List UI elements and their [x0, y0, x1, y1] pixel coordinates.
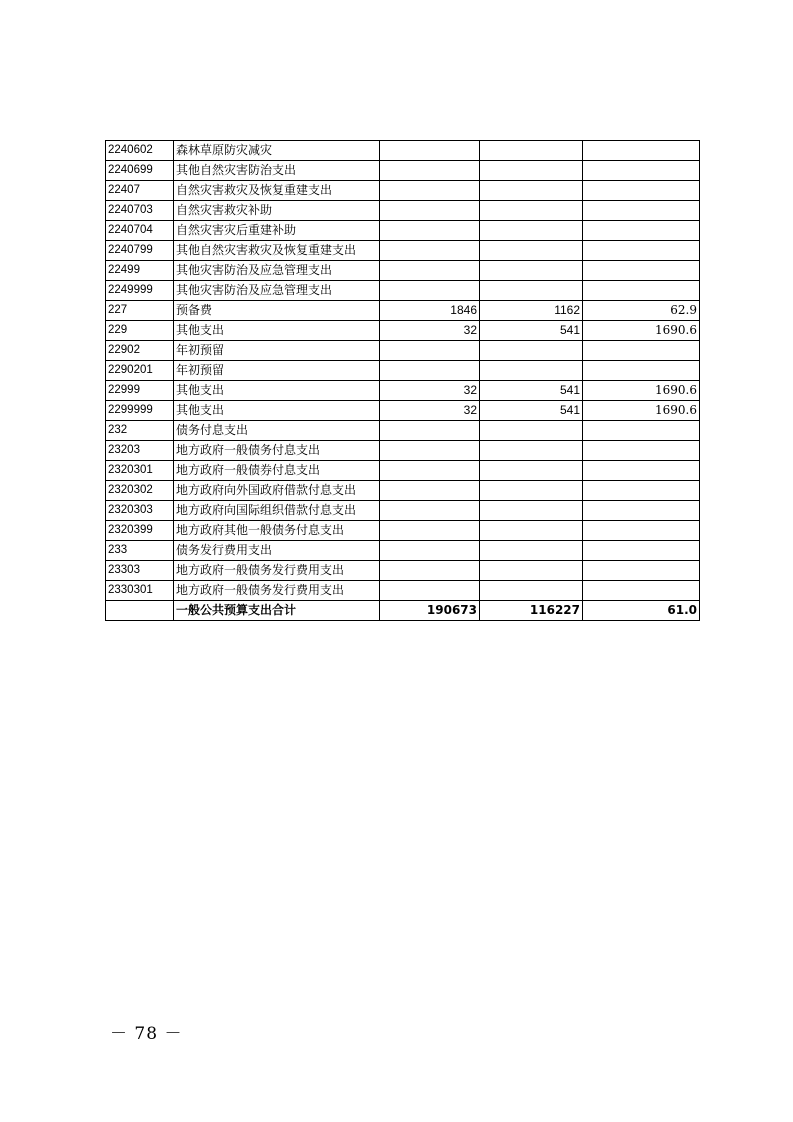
cell-actual	[480, 581, 583, 601]
table-row	[106, 141, 700, 161]
cell-name: 地方政府一般债券付息支出	[174, 461, 380, 481]
cell-percent	[583, 341, 700, 361]
cell-code: 2320302	[106, 481, 174, 501]
cell-name: 自然灾害救灾及恢复重建支出	[174, 181, 380, 201]
cell-code: 233	[106, 541, 174, 561]
cell-percent	[583, 421, 700, 441]
cell-code: 2249999	[106, 281, 174, 301]
cell-budget	[380, 161, 480, 181]
cell-budget	[380, 281, 480, 301]
cell-percent	[583, 461, 700, 481]
cell-percent	[583, 561, 700, 581]
table-row	[106, 481, 700, 501]
cell-percent	[583, 501, 700, 521]
cell-budget	[380, 461, 480, 481]
cell-actual	[480, 521, 583, 541]
budget-expenditure-table	[105, 140, 700, 621]
table-row	[106, 261, 700, 281]
page-number: － 78 －	[110, 1024, 183, 1044]
cell-actual	[480, 561, 583, 581]
cell-name: 其他支出	[174, 321, 380, 341]
cell-name: 地方政府其他一般债务付息支出	[174, 521, 380, 541]
cell-name: 地方政府一般债务付息支出	[174, 441, 380, 461]
cell-code: 23203	[106, 441, 174, 461]
cell-percent	[583, 201, 700, 221]
cell-actual	[480, 481, 583, 501]
cell-code: 23303	[106, 561, 174, 581]
cell-code: 227	[106, 301, 174, 321]
cell-budget	[380, 361, 480, 381]
cell-name: 年初预留	[174, 341, 380, 361]
table-row	[106, 421, 700, 441]
cell-percent	[583, 221, 700, 241]
cell-percent	[583, 581, 700, 601]
cell-percent	[583, 141, 700, 161]
cell-actual	[480, 141, 583, 161]
cell-percent	[583, 441, 700, 461]
table-row	[106, 561, 700, 581]
table-row	[106, 201, 700, 221]
cell-budget	[380, 581, 480, 601]
cell-budget	[380, 221, 480, 241]
cell-name: 一般公共预算支出合计	[174, 601, 380, 621]
cell-actual: 541	[480, 381, 583, 401]
cell-budget	[380, 521, 480, 541]
cell-actual	[480, 201, 583, 221]
cell-code: 22407	[106, 181, 174, 201]
cell-percent: 61.0	[583, 601, 700, 621]
table-row	[106, 541, 700, 561]
table-row	[106, 321, 700, 341]
cell-budget	[380, 501, 480, 521]
cell-budget: 190673	[380, 601, 480, 621]
cell-actual: 116227	[480, 601, 583, 621]
cell-code: 2240704	[106, 221, 174, 241]
cell-code: 2320399	[106, 521, 174, 541]
cell-percent	[583, 481, 700, 501]
cell-actual	[480, 421, 583, 441]
table-row	[106, 221, 700, 241]
table-row	[106, 441, 700, 461]
cell-actual	[480, 441, 583, 461]
table-row	[106, 521, 700, 541]
cell-budget	[380, 141, 480, 161]
cell-name: 地方政府一般债务发行费用支出	[174, 561, 380, 581]
table-row	[106, 161, 700, 181]
total-row	[106, 601, 700, 621]
cell-code	[106, 601, 174, 621]
cell-name: 自然灾害救灾补助	[174, 201, 380, 221]
cell-budget	[380, 421, 480, 441]
cell-budget: 32	[380, 401, 480, 421]
cell-name: 自然灾害灾后重建补助	[174, 221, 380, 241]
cell-percent	[583, 541, 700, 561]
cell-percent: 1690.6	[583, 381, 700, 401]
cell-code: 229	[106, 321, 174, 341]
cell-code: 2299999	[106, 401, 174, 421]
cell-name: 其他灾害防治及应急管理支出	[174, 281, 380, 301]
cell-actual	[480, 461, 583, 481]
cell-actual	[480, 161, 583, 181]
cell-code: 232	[106, 421, 174, 441]
cell-actual	[480, 541, 583, 561]
cell-name: 其他自然灾害救灾及恢复重建支出	[174, 241, 380, 261]
cell-code: 2240699	[106, 161, 174, 181]
cell-code: 2240602	[106, 141, 174, 161]
table-row	[106, 461, 700, 481]
cell-budget: 32	[380, 381, 480, 401]
cell-budget	[380, 561, 480, 581]
table-row	[106, 341, 700, 361]
table-row	[106, 401, 700, 421]
cell-name: 地方政府向外国政府借款付息支出	[174, 481, 380, 501]
cell-name: 其他支出	[174, 381, 380, 401]
cell-actual	[480, 341, 583, 361]
table-row	[106, 181, 700, 201]
cell-percent	[583, 181, 700, 201]
cell-percent	[583, 241, 700, 261]
cell-budget	[380, 261, 480, 281]
table-row	[106, 241, 700, 261]
table-row	[106, 281, 700, 301]
cell-name: 年初预留	[174, 361, 380, 381]
cell-budget	[380, 181, 480, 201]
cell-code: 2320301	[106, 461, 174, 481]
cell-budget	[380, 241, 480, 261]
cell-budget: 1846	[380, 301, 480, 321]
cell-actual: 541	[480, 401, 583, 421]
table-body	[106, 141, 700, 621]
cell-percent	[583, 281, 700, 301]
cell-code: 2240703	[106, 201, 174, 221]
cell-percent	[583, 261, 700, 281]
cell-budget	[380, 481, 480, 501]
cell-name: 地方政府一般债务发行费用支出	[174, 581, 380, 601]
cell-percent: 62.9	[583, 301, 700, 321]
cell-percent	[583, 161, 700, 181]
table-row	[106, 301, 700, 321]
cell-budget	[380, 441, 480, 461]
cell-name: 地方政府向国际组织借款付息支出	[174, 501, 380, 521]
cell-budget	[380, 541, 480, 561]
cell-percent: 1690.6	[583, 321, 700, 341]
cell-budget: 32	[380, 321, 480, 341]
cell-name: 预备费	[174, 301, 380, 321]
cell-actual	[480, 281, 583, 301]
cell-name: 债务发行费用支出	[174, 541, 380, 561]
cell-code: 22902	[106, 341, 174, 361]
cell-actual	[480, 241, 583, 261]
cell-actual	[480, 501, 583, 521]
cell-code: 2240799	[106, 241, 174, 261]
cell-code: 2330301	[106, 581, 174, 601]
cell-actual	[480, 361, 583, 381]
cell-actual: 541	[480, 321, 583, 341]
cell-name: 森林草原防灾减灾	[174, 141, 380, 161]
cell-code: 22499	[106, 261, 174, 281]
cell-actual	[480, 181, 583, 201]
cell-name: 其他自然灾害防治支出	[174, 161, 380, 181]
table-row	[106, 381, 700, 401]
cell-actual: 1162	[480, 301, 583, 321]
cell-percent: 1690.6	[583, 401, 700, 421]
cell-actual	[480, 261, 583, 281]
cell-code: 2320303	[106, 501, 174, 521]
cell-percent	[583, 521, 700, 541]
cell-actual	[480, 221, 583, 241]
cell-budget	[380, 341, 480, 361]
cell-code: 22999	[106, 381, 174, 401]
cell-budget	[380, 201, 480, 221]
cell-name: 债务付息支出	[174, 421, 380, 441]
table-row	[106, 361, 700, 381]
cell-name: 其他灾害防治及应急管理支出	[174, 261, 380, 281]
table-row	[106, 581, 700, 601]
cell-code: 2290201	[106, 361, 174, 381]
table-row	[106, 501, 700, 521]
cell-name: 其他支出	[174, 401, 380, 421]
cell-percent	[583, 361, 700, 381]
